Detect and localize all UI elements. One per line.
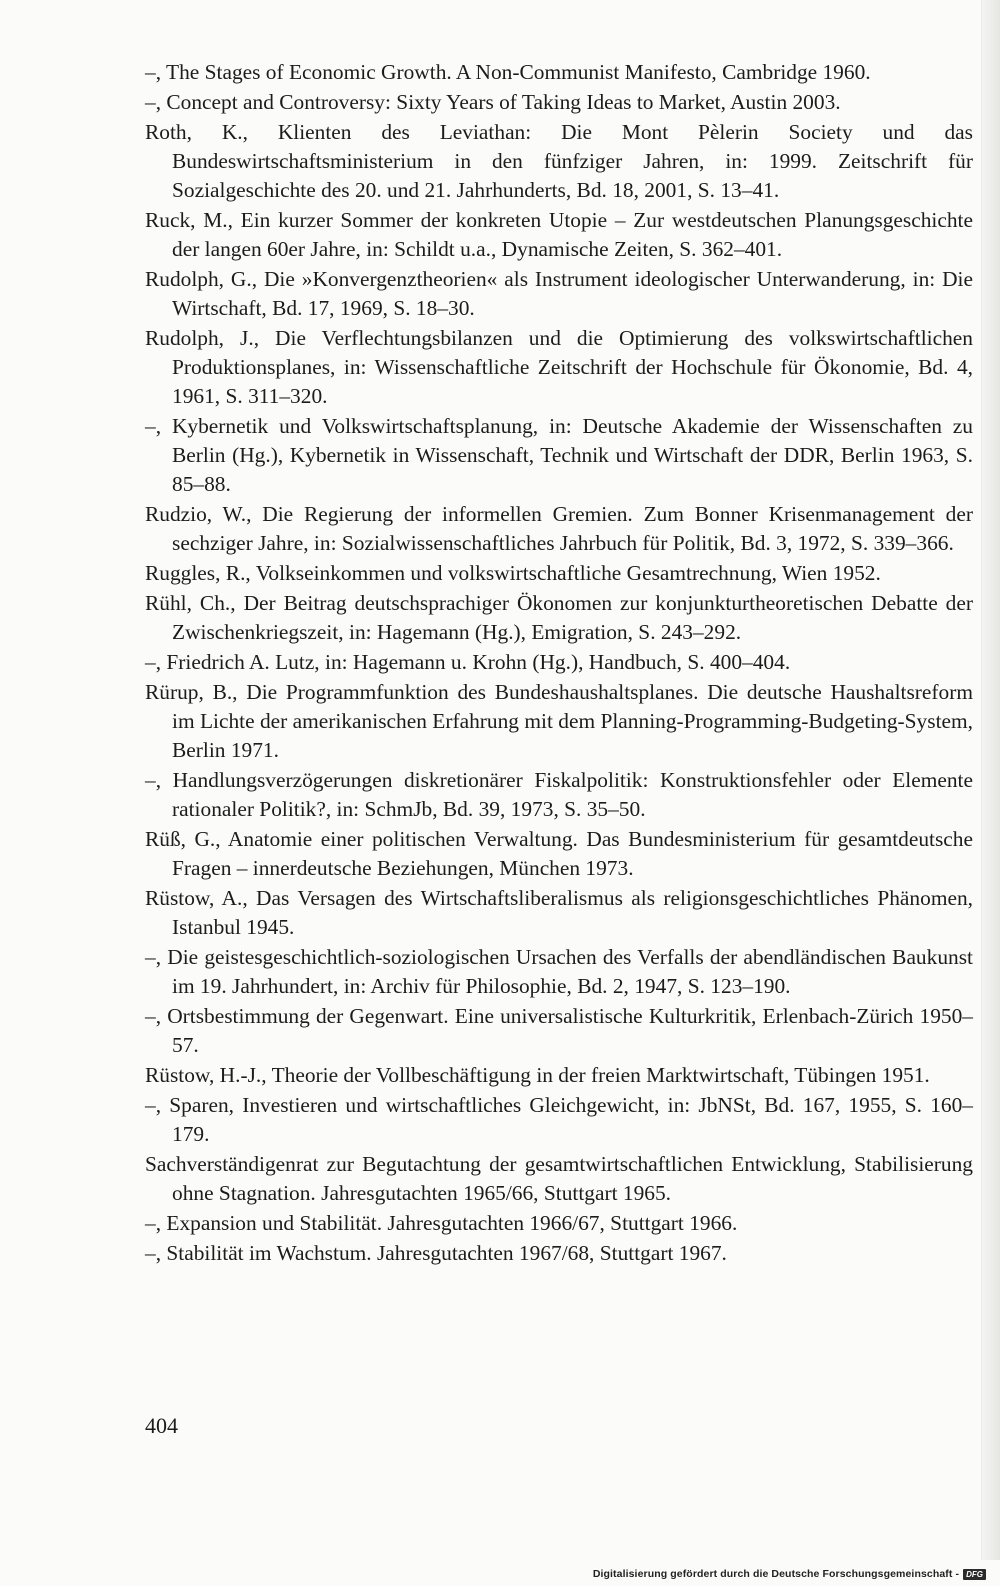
bibliography-entry: Roth, K., Klienten des Leviathan: Die Mont Pèlerin Society und das Bundeswirtschaftsministerium in den fünfziger Jahren, in: 1999. Zeitschrift für Sozialgeschichte des 20. und 21. Jahrhunderts, Bd. 18, 2001, S. 13–41. (145, 120, 973, 202)
bibliography-entry: –, The Stages of Economic Growth. A Non-Communist Manifesto, Cambridge 1960. (145, 60, 871, 84)
digitization-note: Digitalisierung gefördert durch die Deutsche Forschungsgemeinschaft - (592, 1568, 960, 1580)
page-edge-shadow (981, 0, 1000, 1560)
bibliography-entry: –, Stabilität im Wachstum. Jahresgutachten 1967/68, Stuttgart 1967. (145, 1241, 727, 1265)
bibliography-entry: –, Handlungsverzögerungen diskretionärer Fiskalpolitik: Konstruktionsfehler oder Elemente rationaler Politik?, in: SchmJb, Bd. 39, 1973, S. 35–50. (145, 768, 973, 821)
bibliography-entry: Rudzio, W., Die Regierung der informellen Gremien. Zum Bonner Krisenmanagement der sechziger Jahre, in: Sozialwissenschaftliches Jahrbuch für Politik, Bd. 3, 1972, S. 339–366. (145, 502, 973, 555)
bibliography-entry: Rürup, B., Die Programmfunktion des Bundeshaushaltsplanes. Die deutsche Haushaltsreform im Lichte der amerikanischen Erfahrung mit dem Planning-Programming-Budgeting-System, Berlin 1971. (145, 680, 973, 762)
bibliography-entry: –, Concept and Controversy: Sixty Years of Taking Ideas to Market, Austin 2003. (145, 90, 841, 114)
dfg-logo: DFG (963, 1569, 986, 1580)
bibliography-entry: –, Friedrich A. Lutz, in: Hagemann u. Krohn (Hg.), Handbuch, S. 400–404. (145, 650, 791, 674)
bibliography-entry: Sachverständigenrat zur Begutachtung der gesamtwirtschaftlichen Entwicklung, Stabilisierung ohne Stagnation. Jahresgutachten 1965/66, Stuttgart 1965. (145, 1152, 973, 1205)
bibliography-entry: –, Kybernetik und Volkswirtschaftsplanung, in: Deutsche Akademie der Wissenschaften zu Berlin (Hg.), Kybernetik in Wissenschaft, Technik und Wirtschaft der DDR, Berlin 1963, S. 85–88. (145, 414, 973, 496)
bibliography-entry: Rüß, G., Anatomie einer politischen Verwaltung. Das Bundesministerium für gesamtdeutsche Fragen – innerdeutsche Beziehungen, München 1973. (145, 827, 973, 880)
page-number: 404 (145, 1413, 178, 1438)
bibliography-entry: Rudolph, G., Die »Konvergenztheorien« als Instrument ideologischer Unterwanderung, in: Die Wirtschaft, Bd. 17, 1969, S. 18–30. (145, 267, 973, 320)
bibliography-entry: Rühl, Ch., Der Beitrag deutschsprachiger Ökonomen zur konjunkturtheoretischen Debatte der Zwischenkriegszeit, in: Hagemann (Hg.), Emigration, S. 243–292. (145, 591, 973, 644)
bibliography-entry: Rudolph, J., Die Verflechtungsbilanzen und die Optimierung des volkswirtschaftlichen Produktionsplanes, in: Wissenschaftliche Zeitschrift der Hochschule für Ökonomie, Bd. 4, 1961, S. 311–320. (145, 326, 973, 408)
bibliography-entry: Rüstow, A., Das Versagen des Wirtschaftsliberalismus als religionsgeschichtliches Phänomen, Istanbul 1945. (145, 886, 973, 939)
bibliography-entry: Rüstow, H.-J., Theorie der Vollbeschäftigung in der freien Marktwirtschaft, Tübingen 1951. (145, 1063, 930, 1087)
bibliography-entry: –, Expansion und Stabilität. Jahresgutachten 1966/67, Stuttgart 1966. (145, 1211, 738, 1235)
bibliography-entry: –, Ortsbestimmung der Gegenwart. Eine universalistische Kulturkritik, Erlenbach-Zürich 1950–57. (145, 1004, 973, 1057)
digitization-footer (593, 1568, 986, 1580)
bibliography-entry: Ruggles, R., Volkseinkommen und volkswirtschaftliche Gesamtrechnung, Wien 1952. (145, 561, 881, 585)
bibliography-entry: –, Die geistesgeschichtlich-soziologischen Ursachen des Verfalls der abendländischen Baukunst im 19. Jahrhundert, in: Archiv für Philosophie, Bd. 2, 1947, S. 123–190. (145, 945, 973, 998)
bibliography-list (145, 58, 973, 1269)
bibliography-entry: Ruck, M., Ein kurzer Sommer der konkreten Utopie – Zur westdeutschen Planungsgeschichte der langen 60er Jahre, in: Schildt u.a., Dynamische Zeiten, S. 362–401. (145, 208, 973, 261)
bibliography-entry: –, Sparen, Investieren und wirtschaftliches Gleichgewicht, in: JbNSt, Bd. 167, 1955, S. 160–179. (145, 1093, 973, 1146)
